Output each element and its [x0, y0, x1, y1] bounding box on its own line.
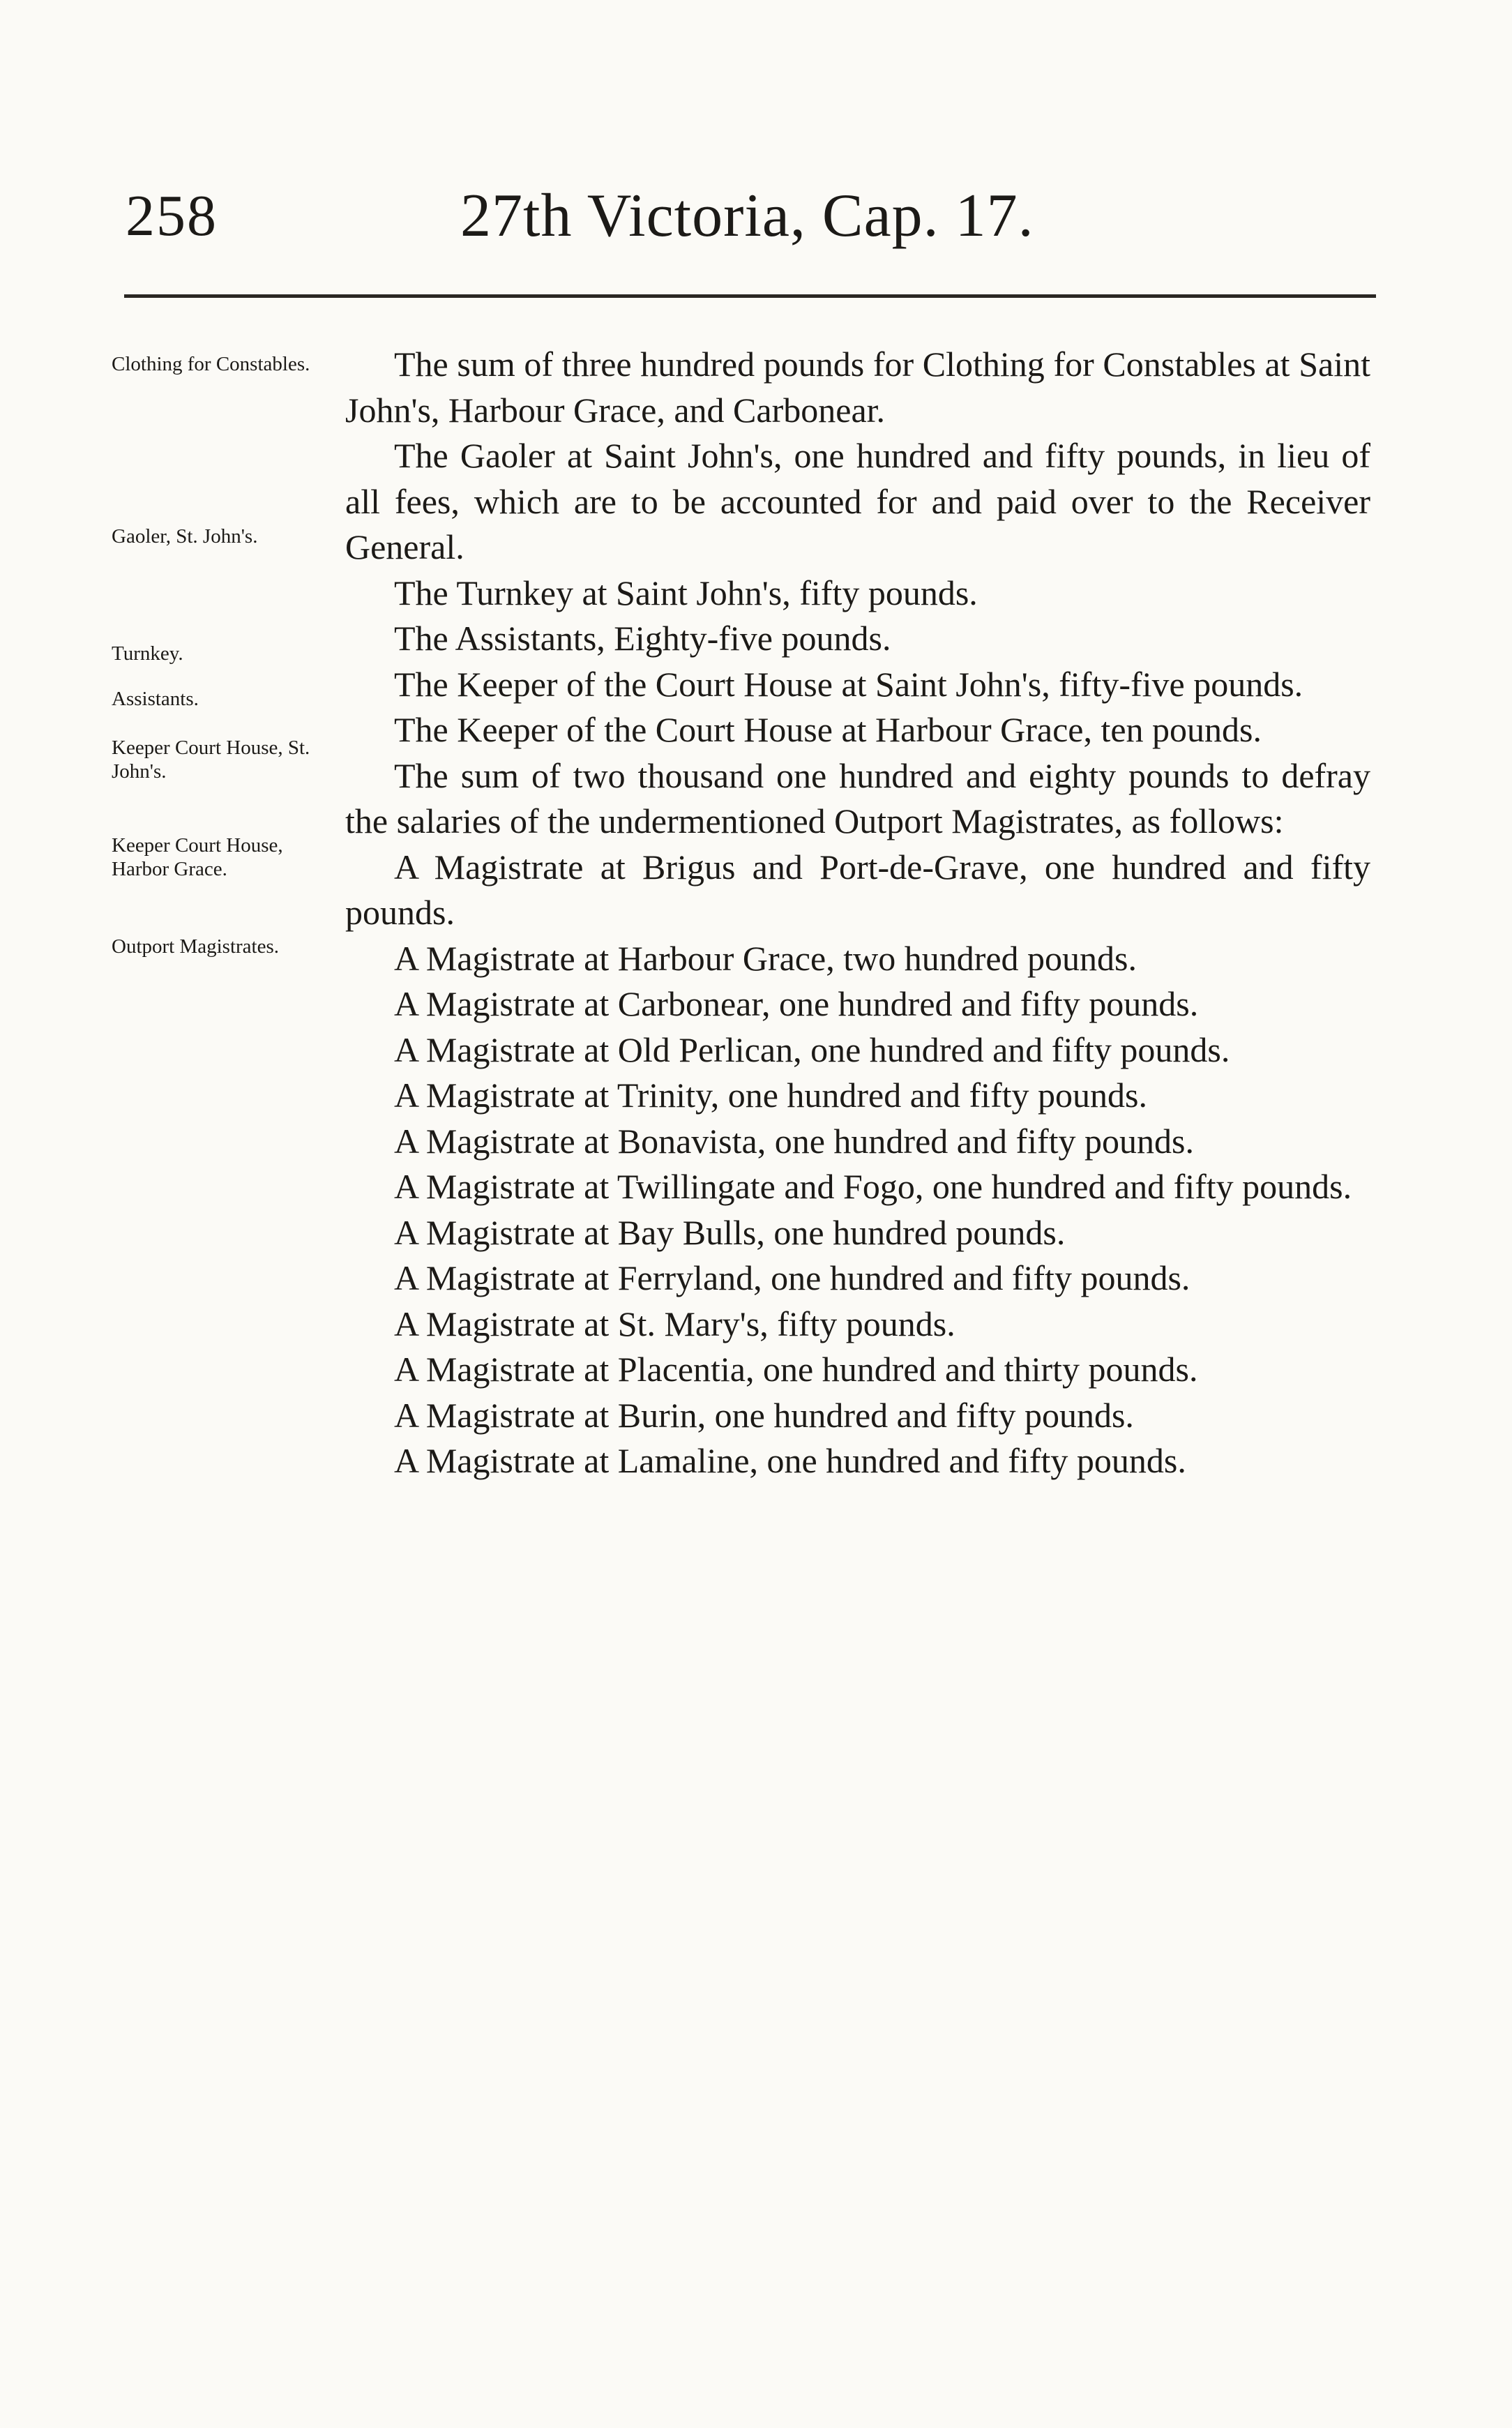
margin-note-gaoler: Gaoler, St. John's.: [112, 525, 258, 548]
paragraph-clothing: The sum of three hundred pounds for Clothing for Constables at Saint John's, Harbour Grace, and Carbonear.: [345, 345, 1370, 430]
margin-note-outport: Outport Magistrates.: [112, 935, 280, 958]
paragraph-magistrate-burin: A Magistrate at Burin, one hundred and fifty pounds.: [394, 1395, 1134, 1435]
paragraph-turnkey: The Turnkey at Saint John's, fifty pounds.: [394, 573, 978, 612]
paragraph-magistrate-bay-bulls: A Magistrate at Bay Bulls, one hundred pounds.: [394, 1212, 1066, 1252]
paragraph-magistrate-carbonear: A Magistrate at Carbonear, one hundred and fifty pounds.: [394, 984, 1199, 1023]
page-number: 258: [126, 183, 218, 248]
paragraph-magistrate-old-perlican: A Magistrate at Old Perlican, one hundred and fifty pounds.: [394, 1030, 1230, 1069]
paragraph-magistrate-st-marys: A Magistrate at St. Mary's, fifty pounds.: [394, 1304, 955, 1343]
paragraph-assistants: The Assistants, Eighty-five pounds.: [394, 619, 891, 658]
header-rule: [124, 294, 1376, 298]
paragraph-keeper-st-johns: The Keeper of the Court House at Saint John's, fifty-five pounds.: [394, 664, 1303, 704]
paragraph-keeper-harbour-grace: The Keeper of the Court House at Harbour Grace, ten pounds.: [394, 710, 1262, 749]
margin-note-clothing: Clothing for Constables.: [112, 353, 310, 375]
paragraph-gaoler: The Gaoler at Saint John's, one hundred and fifty pounds, in lieu of all fees, which are to be accounted for and paid over to the Receiver General.: [345, 436, 1370, 566]
paragraph-magistrate-twillingate: A Magistrate at Twillingate and Fogo, one hundred and fifty pounds.: [394, 1167, 1352, 1206]
margin-note-assistants: Assistants.: [112, 688, 199, 710]
paragraph-magistrate-ferryland: A Magistrate at Ferryland, one hundred and fifty pounds.: [394, 1258, 1190, 1297]
paragraph-outport-magistrates: The sum of two thousand one hundred and eighty pounds to defray the salaries of the undermentioned Outport Magistrates, as follows:: [345, 755, 1370, 840]
page-header: [0, 174, 1512, 258]
paragraph-magistrate-trinity: A Magistrate at Trinity, one hundred and fifty pounds.: [394, 1076, 1147, 1115]
paragraph-magistrate-bonavista: A Magistrate at Bonavista, one hundred and fifty pounds.: [394, 1121, 1194, 1161]
margin-note-turnkey: Turnkey.: [112, 642, 183, 665]
body-text: [345, 342, 1370, 1484]
paragraph-magistrate-placentia: A Magistrate at Placentia, one hundred and thirty pounds.: [394, 1350, 1198, 1389]
running-title: 27th Victoria, Cap. 17.: [460, 182, 1034, 250]
paragraph-magistrate-harbour-grace: A Magistrate at Harbour Grace, two hundred pounds.: [394, 938, 1137, 978]
margin-note-keeper-st-johns: Keeper Court House, St. John's.: [112, 737, 310, 783]
margin-note-keeper-harbor-grace: Keeper Court House, Harbor Grace.: [112, 834, 283, 880]
paragraph-magistrate-brigus: A Magistrate at Brigus and Port-de-Grave, one hundred and fifty pounds.: [345, 847, 1370, 932]
paragraph-magistrate-lamaline: A Magistrate at Lamaline, one hundred and fifty pounds.: [394, 1441, 1186, 1480]
